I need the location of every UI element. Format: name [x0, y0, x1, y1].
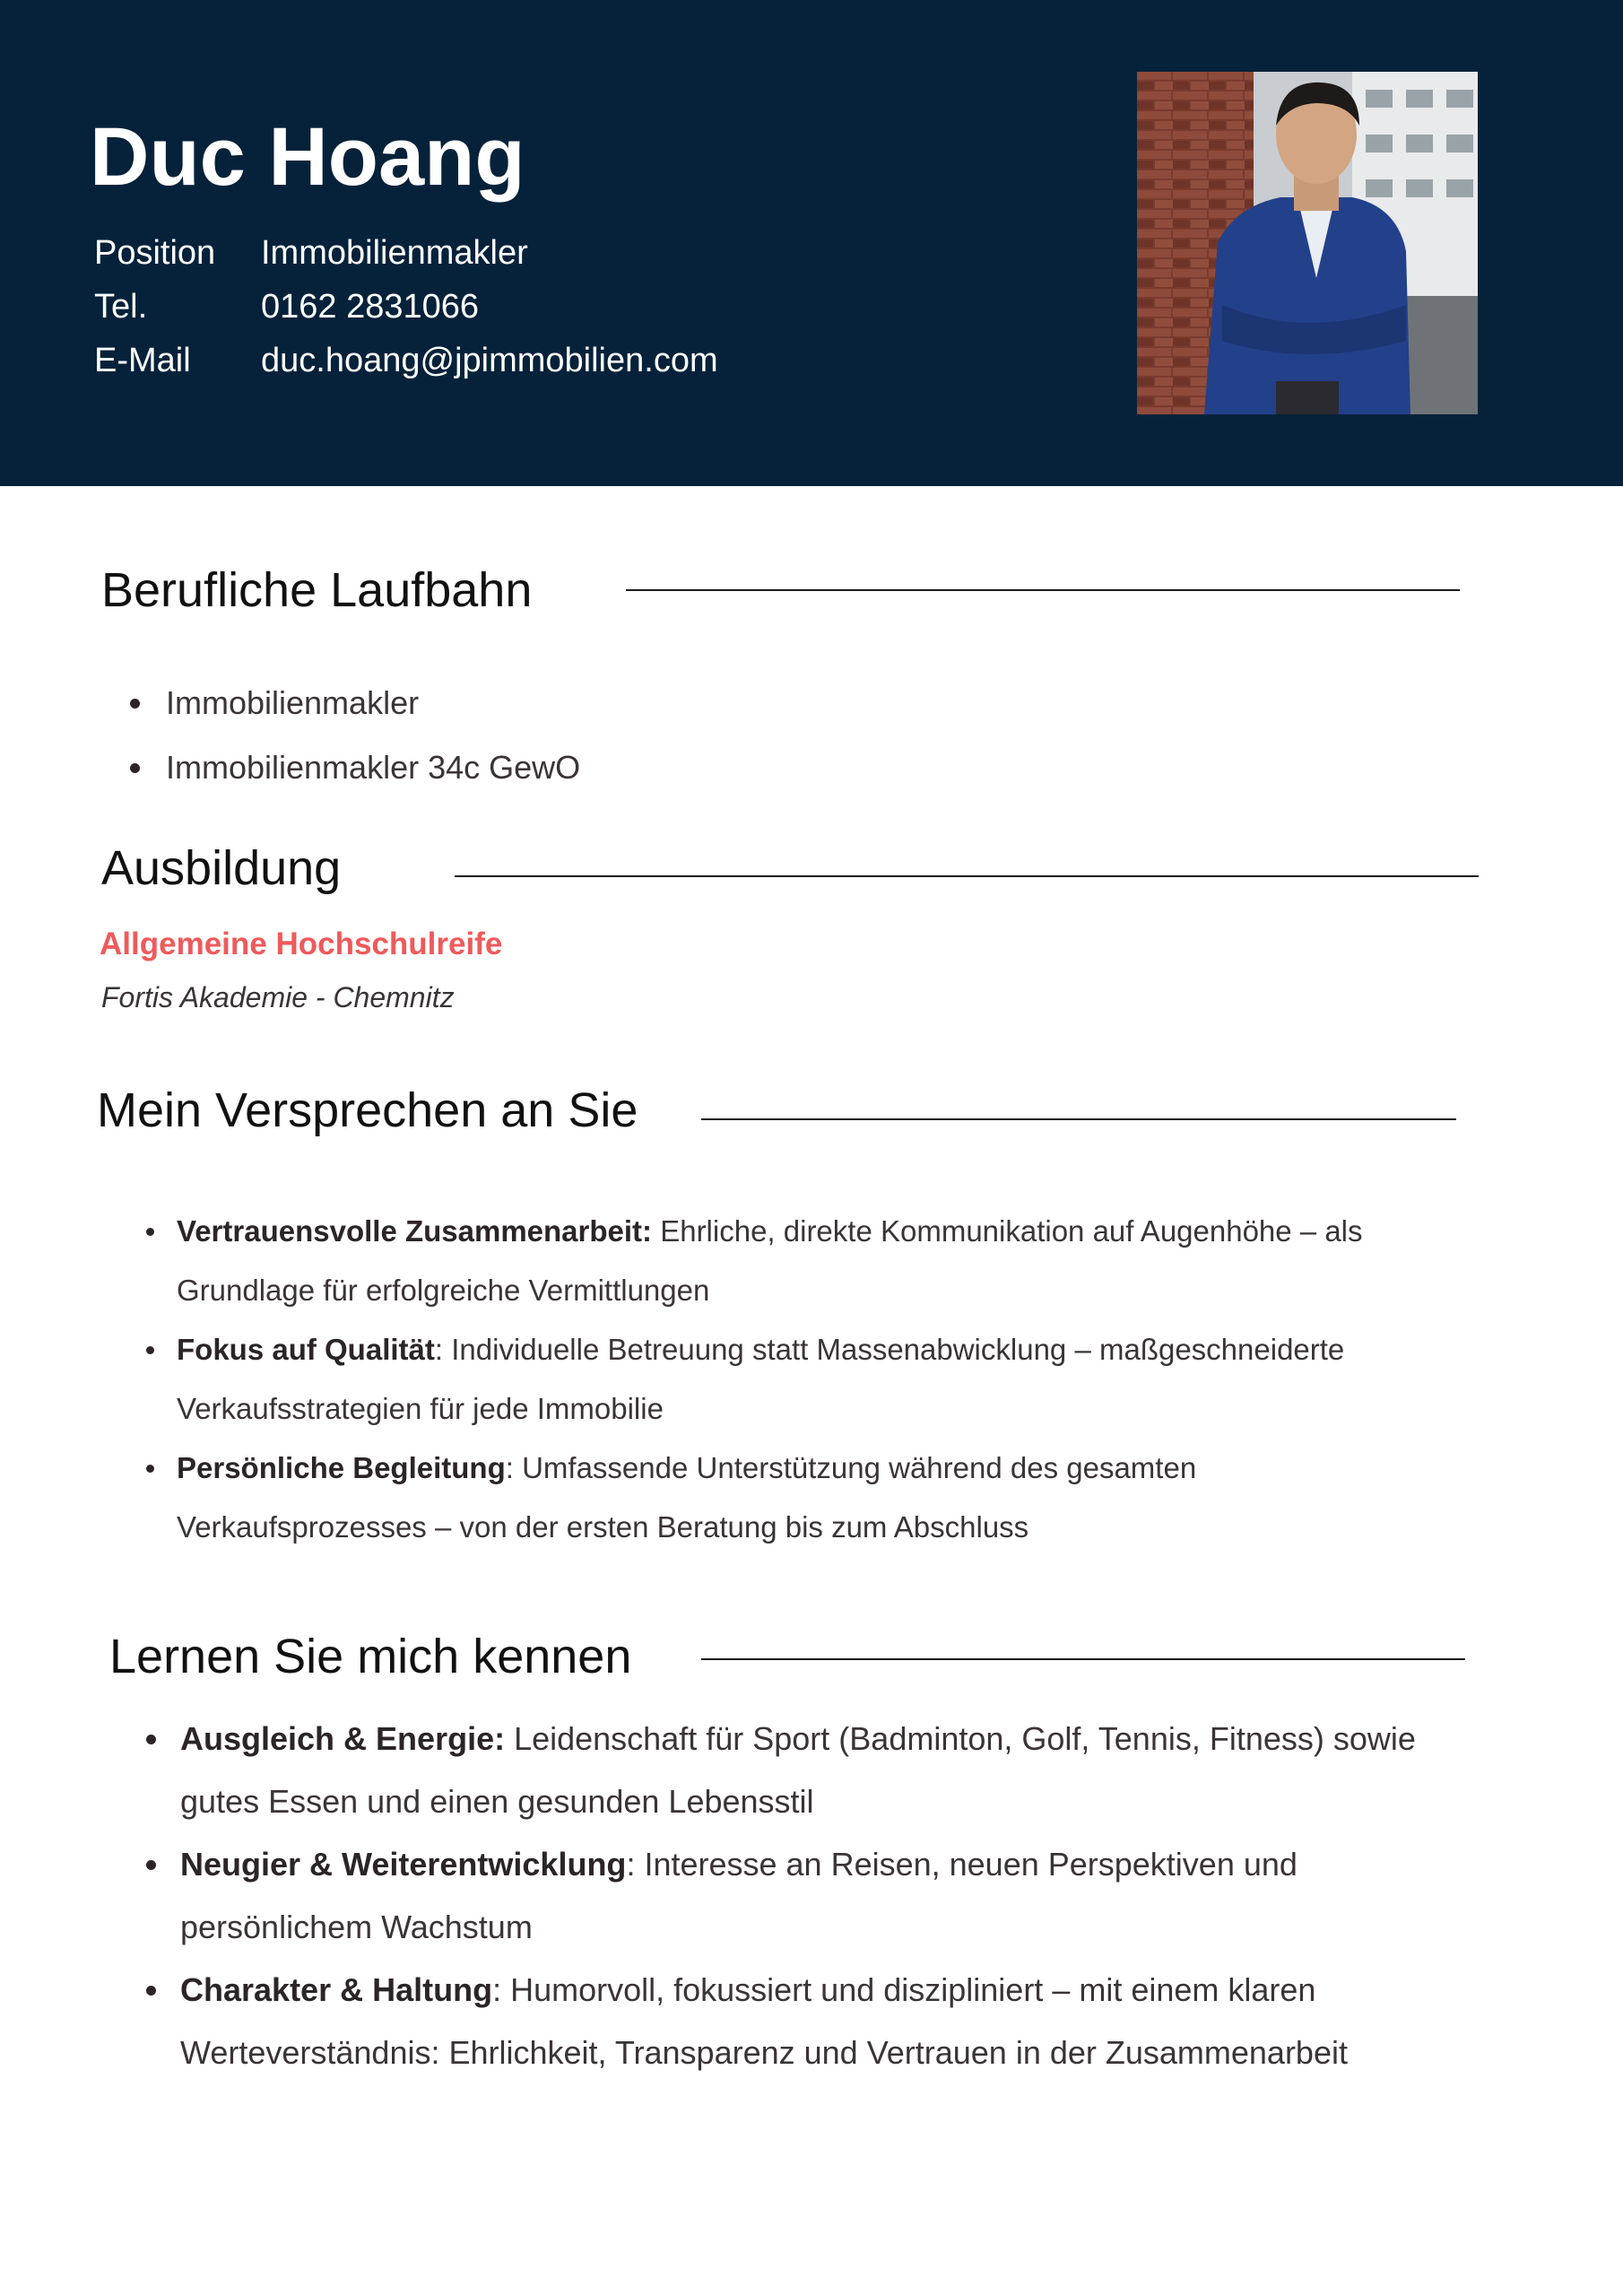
list-item: Immobilienmakler — [130, 671, 580, 735]
list-item: Immobilienmakler 34c GewO — [130, 735, 580, 800]
contact-row-phone — [94, 280, 718, 334]
contact-label: E-Mail — [94, 342, 191, 379]
section-title-about: Lernen Sie mich kennen — [109, 1630, 632, 1683]
section-divider — [701, 1658, 1465, 1660]
item-text: : Humorvoll, fokussiert und diszipliniert – mit einem klaren Werteverständnis: Ehrlichkeit, Transparenz und Vertrauen in der Zusammenarbeit — [180, 1971, 1348, 2071]
contact-row-email — [94, 334, 718, 387]
item-heading: Fokus auf Qualität — [177, 1333, 435, 1366]
section-divider — [626, 589, 1460, 591]
item-text: : Individuelle Betreuung statt Massenabwicklung – maßgeschneiderte Verkaufsstrategien für jede Immobilie — [177, 1333, 1345, 1425]
contact-value: 0162 2831066 — [261, 288, 480, 326]
education-school: Fortis Akademie - Chemnitz — [101, 981, 455, 1013]
about-list — [146, 1708, 1491, 2084]
item-heading: Persönliche Begleitung — [177, 1451, 506, 1484]
item-heading: Charakter & Haltung — [180, 1971, 493, 2008]
item-text: : Interesse an Reisen, neuen Perspektiven und persönlichem Wachstum — [180, 1846, 1298, 1945]
contact-value: Immobilienmakler — [261, 234, 528, 272]
profile-photo-illustration — [1137, 72, 1478, 414]
contact-details — [94, 226, 718, 387]
education-degree: Allgemeine Hochschulreife — [100, 926, 503, 961]
item-heading: Vertrauensvolle Zusammenarbeit: — [177, 1214, 653, 1248]
person-name: Duc Hoang — [90, 111, 525, 203]
promise-list — [146, 1202, 1419, 1557]
list-item — [146, 1320, 1419, 1439]
list-item — [146, 1833, 1491, 1959]
list-item — [146, 1959, 1491, 2084]
section-divider — [455, 875, 1479, 877]
section-title-career: Berufliche Laufbahn — [101, 563, 533, 617]
section-title-education: Ausbildung — [101, 841, 342, 895]
contact-row-position — [94, 226, 718, 280]
contact-label: Position — [94, 234, 216, 272]
career-list — [130, 671, 580, 800]
header-banner — [0, 0, 1623, 486]
item-text: Ehrliche, direkte Kommunikation auf Augenhöhe – als Grundlage für erfolgreiche Vermittlungen — [177, 1214, 1363, 1307]
item-heading: Neugier & Weiterentwicklung — [180, 1846, 627, 1883]
list-item — [146, 1202, 1419, 1320]
item-text: Leidenschaft für Sport (Badminton, Golf, Tennis, Fitness) sowie gutes Essen und einen gesunden Lebensstil — [180, 1720, 1416, 1820]
section-divider — [701, 1118, 1456, 1120]
list-item — [146, 1439, 1419, 1557]
item-heading: Ausgleich & Energie: — [180, 1720, 506, 1757]
contact-label: Tel. — [94, 288, 148, 326]
contact-value: duc.hoang@jpimmobilien.com — [261, 342, 718, 379]
item-text: : Umfassende Unterstützung während des gesamten Verkaufsprozesses – von der ersten Beratung bis zum Abschluss — [177, 1451, 1197, 1544]
profile-photo — [1137, 72, 1478, 414]
list-item — [146, 1708, 1491, 1833]
section-title-promise: Mein Versprechen an Sie — [97, 1083, 638, 1137]
